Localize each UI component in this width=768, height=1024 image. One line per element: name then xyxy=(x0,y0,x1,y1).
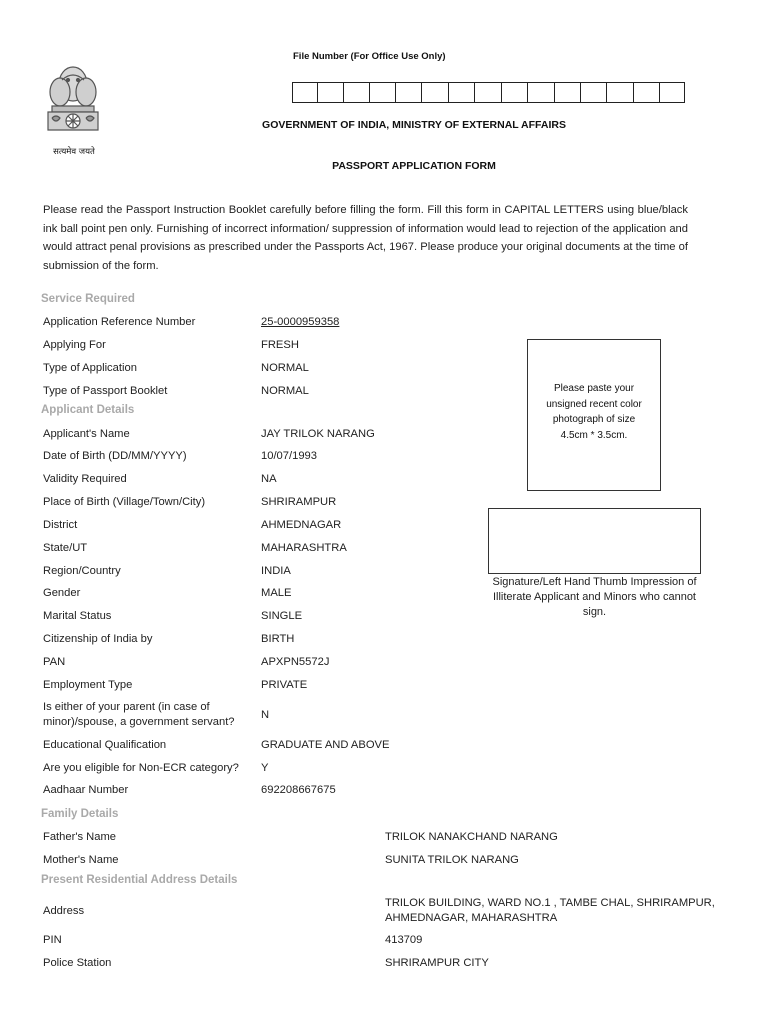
file-number-boxes[interactable] xyxy=(292,82,685,103)
field-label: Is either of your parent (in case of minor)/spouse, a government servant? xyxy=(43,701,235,728)
government-heading: GOVERNMENT OF INDIA, MINISTRY OF EXTERNAL AFFAIRS xyxy=(262,119,566,131)
field-value: 413709 xyxy=(385,934,423,946)
section-heading-family: Family Details xyxy=(41,808,119,820)
field-label: Type of Application xyxy=(43,362,137,374)
field-label: Employment Type xyxy=(43,679,133,691)
section-heading-service: Service Required xyxy=(41,293,135,305)
field-value: TRILOK NANAKCHAND NARANG xyxy=(385,831,558,843)
field-value: APXPN5572J xyxy=(261,656,330,668)
field-label: Father's Name xyxy=(43,831,117,843)
field-value: N xyxy=(261,709,270,721)
section-heading-address: Present Residential Address Details xyxy=(41,874,238,886)
field-value: Y xyxy=(261,762,269,774)
field-label: Type of Passport Booklet xyxy=(43,385,168,397)
field-value: 25-0000959358 xyxy=(261,316,340,328)
signature-instruction: Signature/Left Hand Thumb Impression of Illiterate Applicant and Minors who cannot sign. xyxy=(492,576,697,618)
field-value: 10/07/1993 xyxy=(261,450,317,462)
field-value: SHRIRAMPUR xyxy=(261,496,337,508)
field-value: INDIA xyxy=(261,565,291,577)
field-label: State/UT xyxy=(43,542,88,554)
field-label: Aadhaar Number xyxy=(43,784,129,796)
field-value: JAY TRILOK NARANG xyxy=(261,428,375,440)
field-label: Region/Country xyxy=(43,565,121,577)
field-label: District xyxy=(43,519,78,531)
field-value: SHRIRAMPUR CITY xyxy=(385,957,489,969)
field-label: Mother's Name xyxy=(43,854,119,866)
field-label: Marital Status xyxy=(43,610,112,622)
form-title: PASSPORT APPLICATION FORM xyxy=(332,160,496,172)
field-label: Citizenship of India by xyxy=(43,633,153,645)
field-label: Applicant's Name xyxy=(43,428,130,440)
field-value: NORMAL xyxy=(261,362,309,374)
field-value: 692208667675 xyxy=(261,784,336,796)
field-value: NORMAL xyxy=(261,385,309,397)
field-label: Address xyxy=(43,905,85,917)
field-value: MAHARASHTRA xyxy=(261,542,347,554)
field-value: NA xyxy=(261,473,277,485)
field-value: PRIVATE xyxy=(261,679,308,691)
field-label: Applying For xyxy=(43,339,106,351)
section-heading-applicant: Applicant Details xyxy=(41,404,135,416)
field-label: Date of Birth (DD/MM/YYYY) xyxy=(43,450,187,462)
field-value: FRESH xyxy=(261,339,299,351)
field-value: TRILOK BUILDING, WARD NO.1 , TAMBE CHAL, SHRIRAMPUR, AHMEDNAGAR, MAHARASHTRA xyxy=(385,897,715,924)
field-label: PAN xyxy=(43,656,66,668)
field-label: Gender xyxy=(43,587,81,599)
field-label: PIN xyxy=(43,934,62,946)
field-value: BIRTH xyxy=(261,633,295,645)
field-label: Validity Required xyxy=(43,473,127,485)
field-value: MALE xyxy=(261,587,292,599)
field-label: Place of Birth (Village/Town/City) xyxy=(43,496,206,508)
field-label: Educational Qualification xyxy=(43,739,167,751)
field-label: Are you eligible for Non-ECR category? xyxy=(43,762,239,774)
field-value: AHMEDNAGAR xyxy=(261,519,342,531)
field-label: Application Reference Number xyxy=(43,316,196,328)
field-value: SINGLE xyxy=(261,610,303,622)
field-value: GRADUATE AND ABOVE xyxy=(261,739,390,751)
photo-instruction: Please paste your unsigned recent color photograph of size 4.5cm * 3.5cm. xyxy=(546,383,642,441)
signature-box xyxy=(488,508,701,574)
file-number-label: File Number (For Office Use Only) xyxy=(293,51,446,62)
instructions-paragraph: Please read the Passport Instruction Booklet carefully before filling the form. Fill this form in CAPITAL LETTERS using blue/black ink ball point pen only. Furnishing of incorrect information/ suppression of information would lead to rejection of the application and would attract penal provisions as prescribed under the Passports Act, 1967. Please produce your original documents at the time of submission of the form. xyxy=(43,204,688,272)
emblem-motto: सत्यमेव जयते xyxy=(53,147,95,157)
field-value: SUNITA TRILOK NARANG xyxy=(385,854,519,866)
field-label: Police Station xyxy=(43,957,112,969)
